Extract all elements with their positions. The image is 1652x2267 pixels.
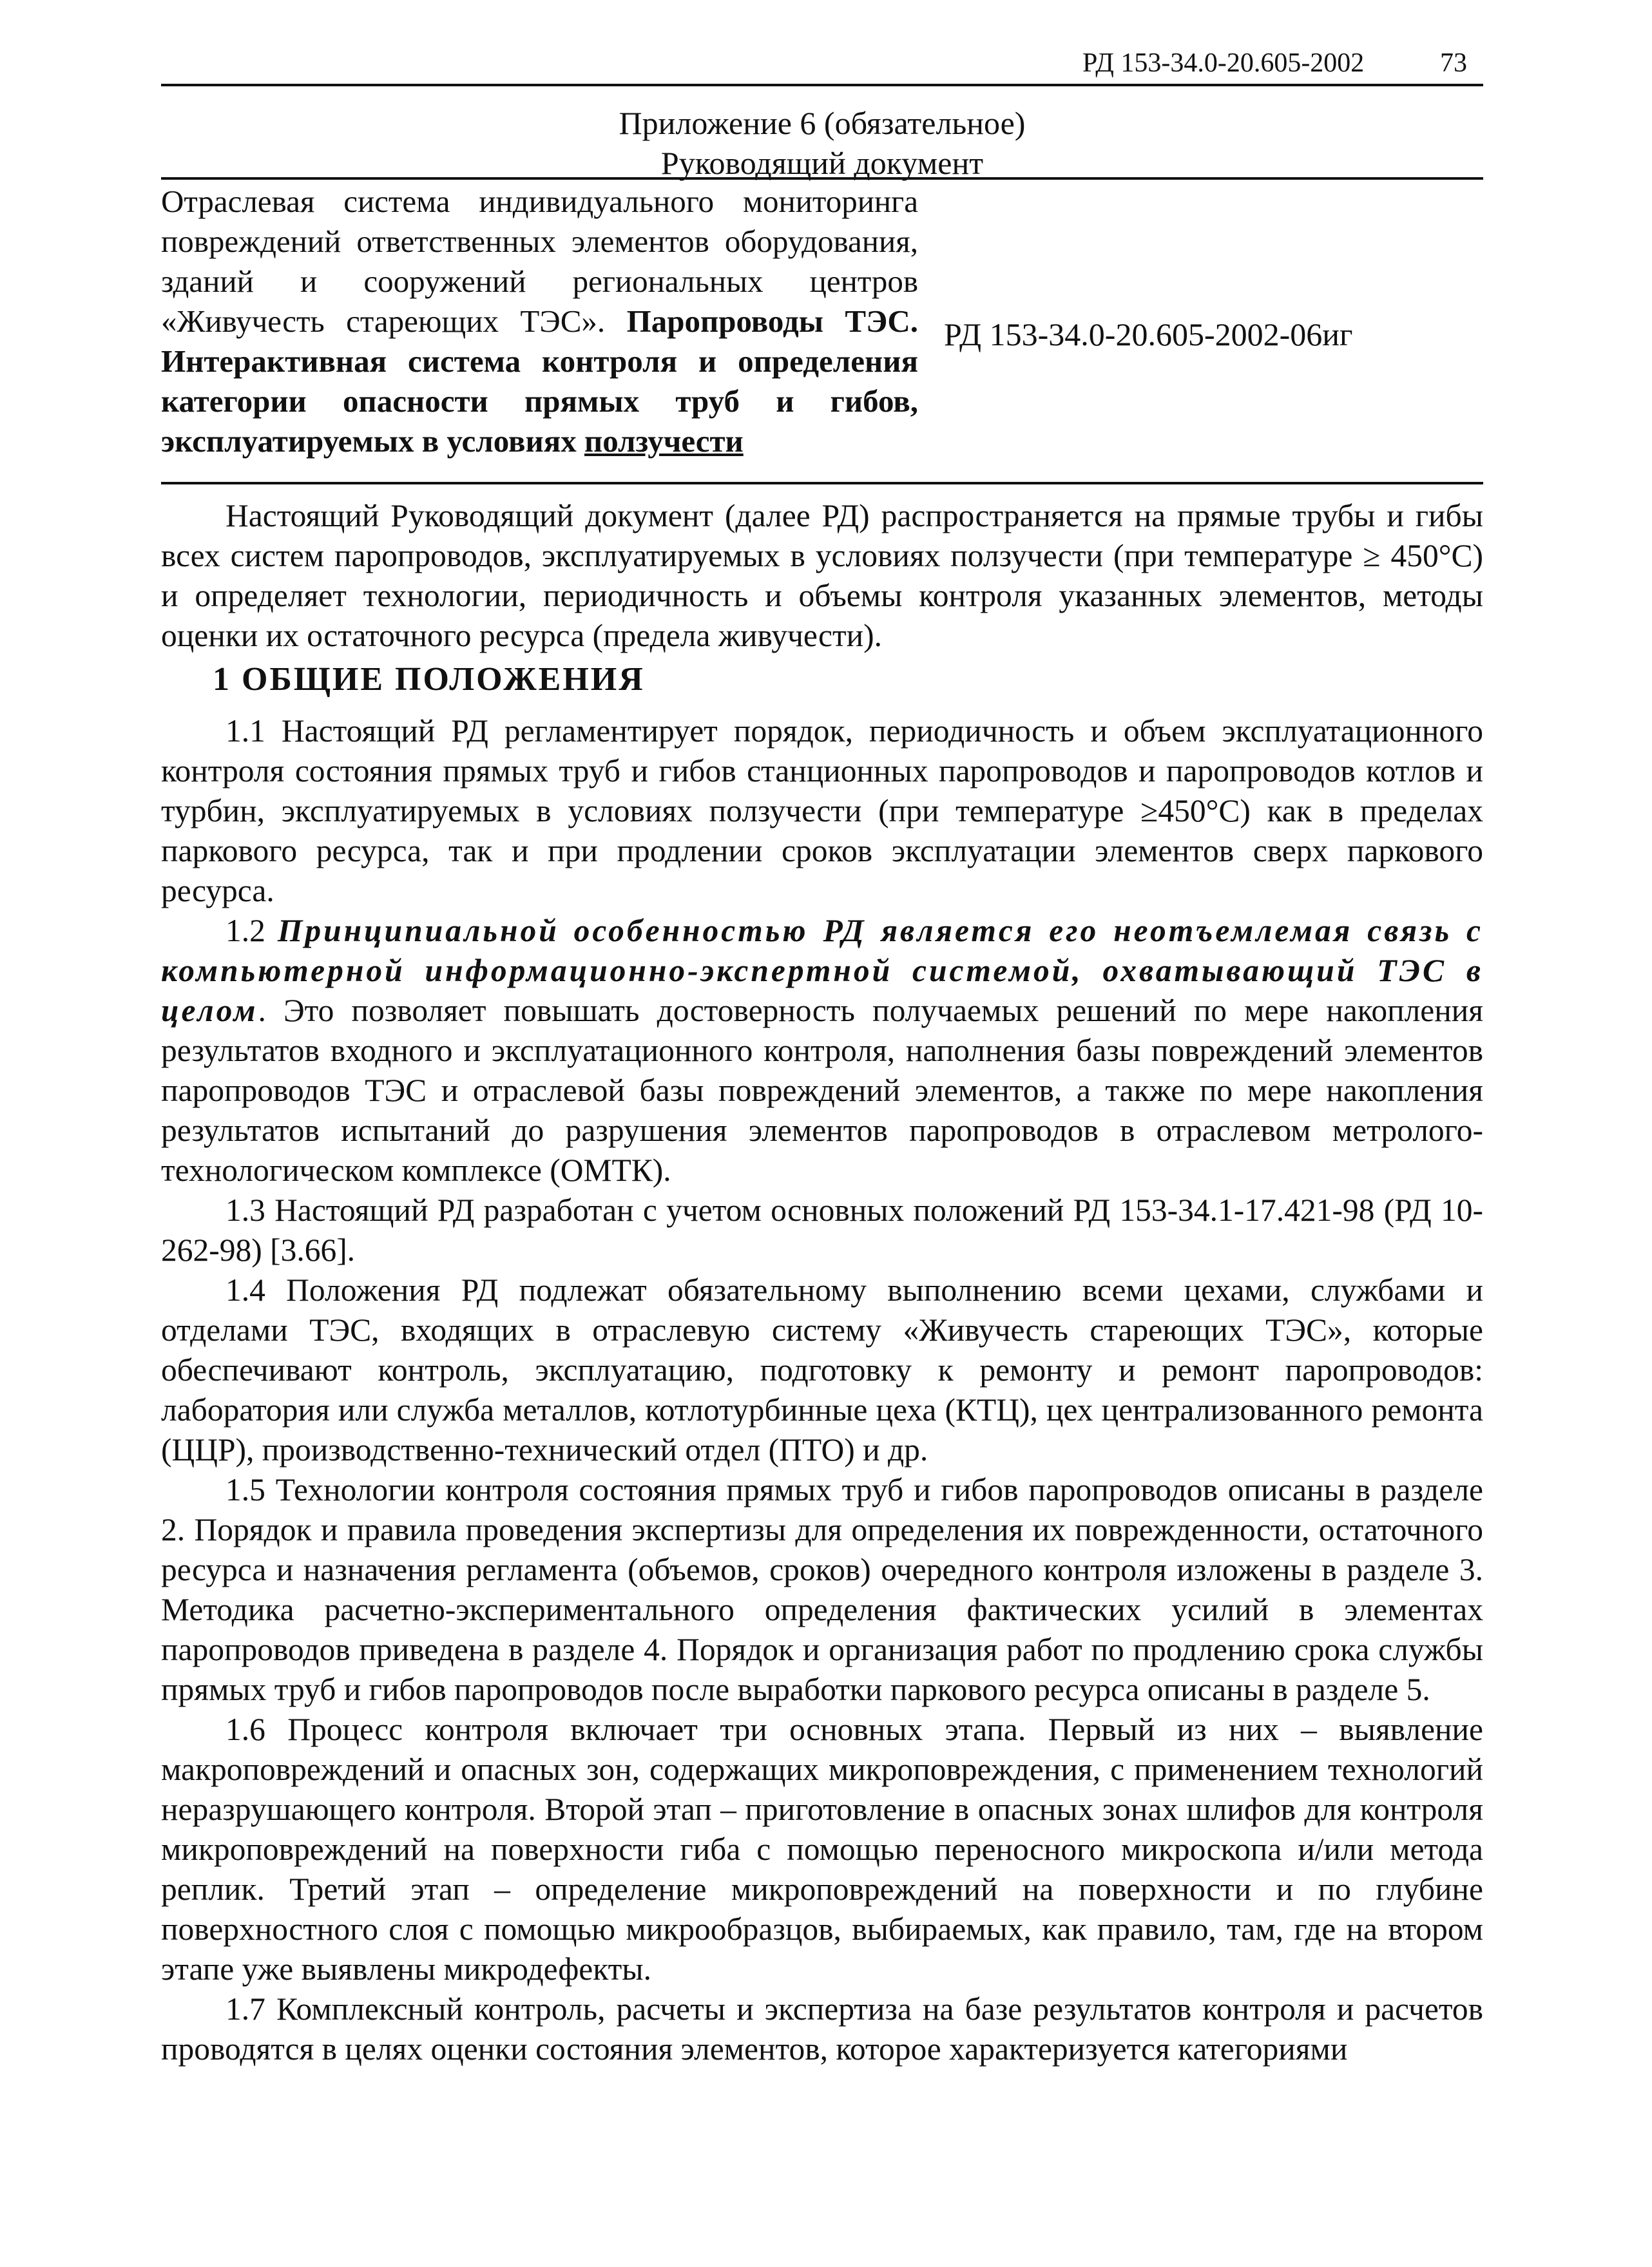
appendix-heading (161, 103, 1483, 183)
paragraph-1-4: 1.4 Положения РД подлежат обязательному выполнению всеми цехами, службами и отделами ТЭС, входящих в отраслевую систему «Живучесть стареющих ТЭС», которые обеспечивают контроль, эксплуатацию, подготовку к ремонту и ремонт паропроводов: лаборатория или служба металлов, котлотурбинные цеха (КТЦ), цех централизованного ремонта (ЦЦР), производственно-технический отдел (ПТО) и др. (161, 1272, 1483, 1468)
intro-paragraph: Настоящий Руководящий документ (далее РД) распространяется на прямые трубы и гибы всех систем паропроводов, эксплуатируемых в условиях ползучести (при температуре ≥ 450°С) и определяет технологии, периодичность и объемы контроля указанных элементов, методы оценки их остаточного ресурса (предела живучести). (161, 498, 1483, 653)
paragraph-1-2 (161, 911, 1483, 1191)
appendix-title: Приложение 6 (обязательное) (619, 105, 1026, 141)
paragraph-1-7: 1.7 Комплексный контроль, расчеты и экспертиза на базе результатов контроля и расчетов проводятся в целях оценки состояния элементов, которое характеризуется категориями (161, 1991, 1483, 2067)
paragraph-1-2-rest: . Это позволяет повышать достоверность получаемых решений по мере накопления результатов входного и эксплуатационного контроля, наполнения базы повреждений элементов паропроводов ТЭС и отраслевой базы повреждений элементов, а также по мере накопления результатов испытаний до разрушения элементов паропроводов в отраслевом метролого-технологическом комплексе (ОМТК). (161, 993, 1483, 1188)
header-top-rule (161, 177, 1483, 180)
section-heading: 1 ОБЩИЕ ПОЛОЖЕНИЯ (213, 661, 645, 698)
document-subject: Паропроводы ТЭС. Интерактивная система контроля и определения категории опасности прямых труб и гибов, эксплуатируемых в условиях (161, 303, 918, 459)
page-number: 73 (1440, 48, 1467, 78)
paragraph-1-6: 1.6 Процесс контроля включает три основных этапа. Первый из них – выявление макроповреждений и опасных зон, содержащих микроповреждения, с применением технологий неразрушающего контроля. Второй этап – приготовление в опасных зонах шлифов для контроля микроповреждений на поверхности гиба с помощью переносного микроскопа и/или метода реплик. Третий этап – определение микроповреждений на поверхности и по глубине поверхностного слоя с помощью микрообразцов, выбираемых, как правило, там, где на втором этапе уже выявлены микродефекты. (161, 1712, 1483, 1987)
document-body (161, 496, 1483, 2069)
paragraph-1-5: 1.5 Технологии контроля состояния прямых труб и гибов паропроводов описаны в разделе 2. Порядок и правила проведения экспертизы для определения их поврежденности, остаточного ресурса и назначения регламента (объемов, сроков) очередного контроля изложены в разделе 3. Методика расчетно-экспериментального определения фактических усилий в элементах паропроводов приведена в разделе 4. Порядок и организация работ по продлению срока службы прямых труб и гибов паропроводов после выработки паркового ресурса описаны в разделе 5. (161, 1472, 1483, 1707)
header-bottom-rule (161, 482, 1483, 484)
paragraph-1-2-emphasis: Принципиальной особенностью РД является его неотъемлемая связь с компьютерной информационно-экспертной системой, охватывающий ТЭС в целом (161, 913, 1483, 1028)
paragraph-1-2-number: 1.2 (226, 913, 278, 948)
document-header-block (161, 182, 1483, 478)
document-title (161, 182, 918, 461)
paragraph-1-1: 1.1 Настоящий РД регламентирует порядок, периодичность и объем эксплуатационного контроля состояния прямых труб и гибов станционных паропроводов и паропроводов котлов и турбин, эксплуатируемых в условиях ползучести (при температуре ≥450°С) как в пределах паркового ресурса, так и при продлении сроков эксплуатации элементов сверх паркового ресурса. (161, 713, 1483, 908)
document-code: РД 153-34.0-20.605-2002-06иг (944, 316, 1353, 352)
appendix-doc-type: Руководящий документ (660, 145, 984, 181)
paragraph-1-3: 1.3 Настоящий РД разработан с учетом основных положений РД 153-34.1-17.421-98 (РД 10-262-98) [3.66]. (161, 1192, 1483, 1268)
document-system-name: Отраслевая система индивидуального мониторинга повреждений ответственных элементов оборудования, зданий и сооружений региональных центров «Живучесть стареющих ТЭС». (161, 184, 918, 339)
running-head-doc-code: РД 153-34.0-20.605-2002 (1082, 48, 1365, 78)
running-head (161, 45, 1483, 86)
document-subject-end: ползучести (584, 423, 744, 459)
